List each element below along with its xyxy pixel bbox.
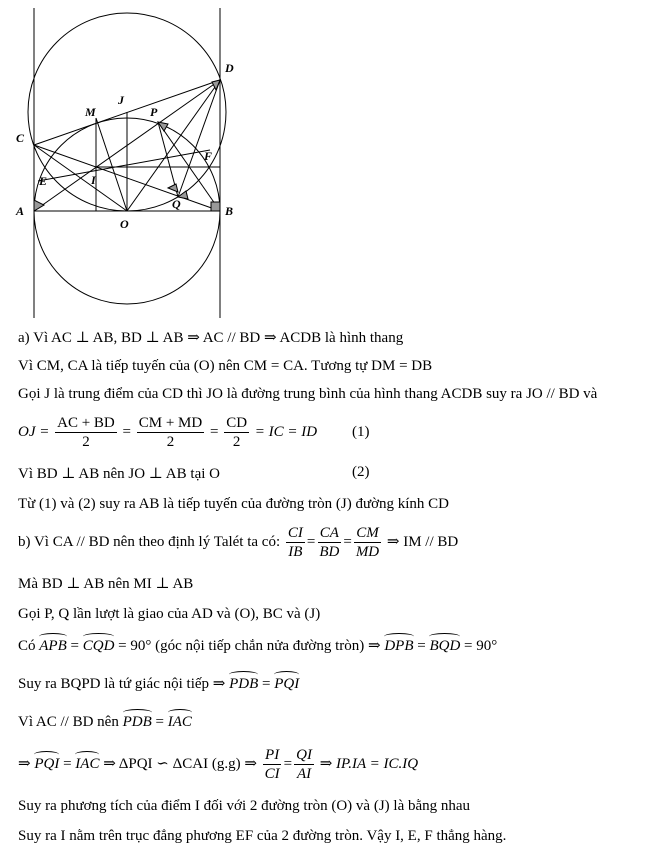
text-b3: Gọi P, Q lần lượt là giao của AD và (O), BC và (J) [18, 606, 321, 622]
text-b5: Suy ra BQPD là tứ giác nội tiếp ⇒ PDB = PQI [18, 676, 300, 692]
label-d: D [225, 61, 234, 75]
text-a4: Vì BD ⊥ AB nên JO ⊥ AB tại O [18, 466, 220, 482]
text-b4: Có APB = CQD = 90° (góc nội tiếp chắn nửa đường tròn) ⇒ DPB = BQD = 90° [18, 638, 498, 654]
text-a2: Vì CM, CA là tiếp tuyến của (O) nên CM = CA. Tương tự DM = DB [18, 358, 433, 374]
label-a: A [16, 204, 25, 218]
text-a3: Gọi J là trung điểm của CD thì JO là đường trung bình của hình thang ACDB suy ra JO // BD và [18, 386, 598, 402]
label-i: I [91, 173, 96, 187]
text-b1: b) Vì CA // BD nên theo định lý Talét ta có: $\frac{CI}{IB}$ = $\frac{CA}{BD}$ = $\frac{CM}{MD}$ ⇒ IM // BD [18, 525, 459, 560]
text-a5: Từ (1) và (2) suy ra AB là tiếp tuyến của đường tròn (J) đường kính CD [18, 496, 450, 512]
label-e: E [39, 174, 48, 188]
label-q: Q [172, 197, 181, 211]
label-j: J [118, 93, 124, 107]
segment-ef [38, 149, 213, 181]
angle-mark-a [34, 200, 44, 211]
label-f: F [204, 149, 213, 163]
equation-1: OJ = $\frac{AC + BD}{2}$ = $\frac{CM + MD}{2}$ = $\frac{CD}{2}$ = IC = ID [18, 415, 318, 450]
label-o: O [120, 217, 129, 231]
text-b9: Suy ra I nằm trên trục đẳng phương EF của 2 đường tròn. Vậy I, E, F thẳng hàng. [18, 828, 507, 844]
text-a4-tag: (2) [352, 464, 370, 480]
text-b6: Vì AC // BD nên PDB = IAC [18, 714, 192, 730]
label-b: B [225, 204, 234, 218]
text-a1: a) Vì AC ⊥ AB, BD ⊥ AB ⇒ AC // BD ⇒ ACDB là hình thang [18, 330, 404, 346]
label-c: C [16, 131, 25, 145]
geometry-figure [0, 0, 260, 320]
text-b7: ⇒ PQI = IAC ⇒ ΔPQI ∽ ΔCAI (g.g) ⇒ $\frac{PI}{CI}$ = $\frac{QI}{AI}$ ⇒ IP.IA = IC.IQ [18, 747, 419, 782]
label-m: M [85, 105, 96, 119]
angle-mark-d [212, 80, 220, 90]
label-p: P [150, 105, 158, 119]
text-b2: Mà BD ⊥ AB nên MI ⊥ AB [18, 576, 194, 592]
angle-mark-q2 [168, 184, 178, 192]
right-angle-b [211, 202, 220, 211]
text-b8: Suy ra phương tích của điểm I đối với 2 đường tròn (O) và (J) là bằng nhau [18, 798, 471, 814]
equation-1-tag: (1) [352, 424, 370, 440]
